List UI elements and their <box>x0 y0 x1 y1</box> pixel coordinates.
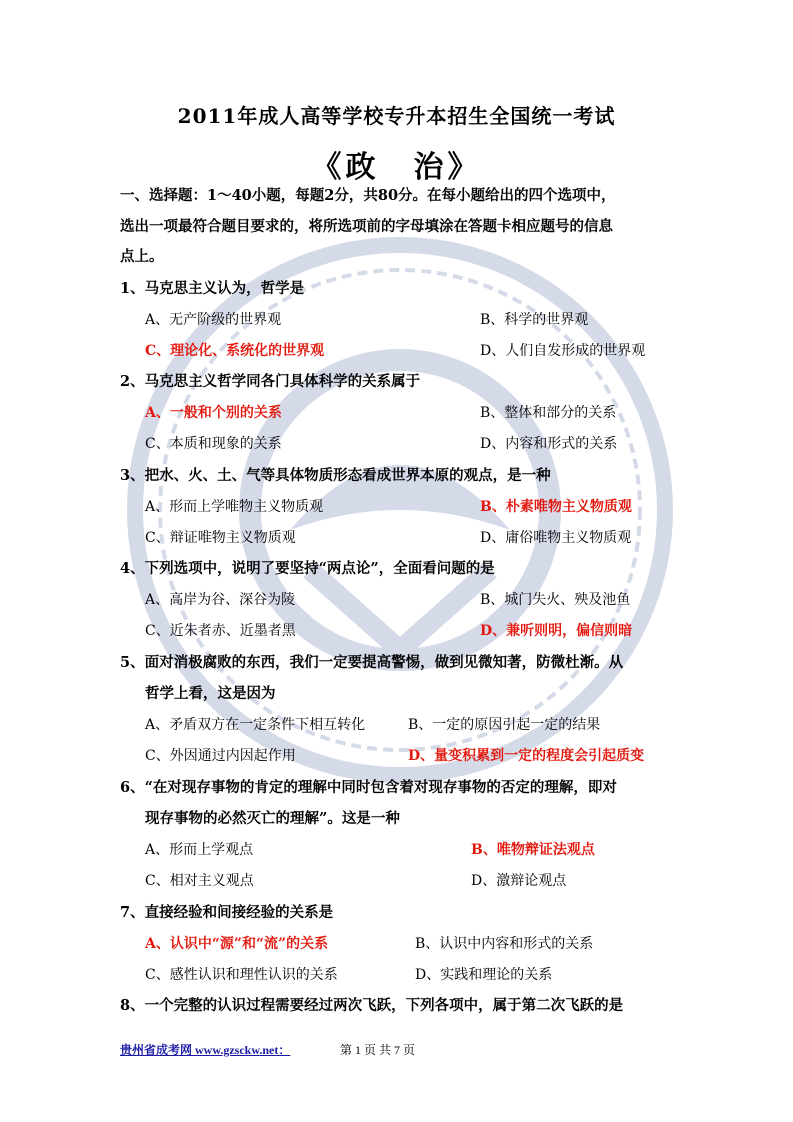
exam-title: 2011年成人高等学校专升本招生全国统一考试 <box>177 104 616 128</box>
correct-option-text: B、唯物辩证法观点 <box>471 842 595 858</box>
question-stem: 现存事物的必然灭亡的理解”。这是一种 <box>145 810 400 827</box>
footer-site-link[interactable]: 贵州省成考网 www.gzsckw.net： <box>120 1043 291 1057</box>
option-text: B、认识中内容和形式的关系 <box>415 936 594 952</box>
option-text: C、相对主义观点 <box>145 873 254 889</box>
option-text: D、庸俗唯物主义物质观 <box>480 530 632 546</box>
option-text: D、实践和理论的关系 <box>415 967 553 983</box>
section-instructions-line: 选出一项最符合题目要求的，将所选项前的字母填涂在答题卡相应题号的信息 <box>120 218 613 235</box>
option-text: A、高岸为谷、深谷为陵 <box>145 592 296 608</box>
question-stem: 哲学上看，这是因为 <box>145 685 276 702</box>
correct-option-text: D、兼听则明，偏信则暗 <box>480 623 633 639</box>
section-instructions-line: 一、选择题：1～40小题，每题2分，共80分。在每小题给出的四个选项中， <box>120 187 616 204</box>
option-text: A、无产阶级的世界观 <box>145 312 282 328</box>
correct-option-text: A、认识中“源”和“流”的关系 <box>145 936 329 952</box>
page-number: 第 1 页 共 7 页 <box>340 1043 416 1057</box>
correct-option-text: B、朴素唯物主义物质观 <box>480 499 632 515</box>
option-text: B、整体和部分的关系 <box>480 405 617 421</box>
option-text: C、辩证唯物主义物质观 <box>145 530 296 546</box>
question-stem: 5、面对消极腐败的东西，我们一定要提高警惕，做到见微知著，防微杜渐。从 <box>120 654 624 671</box>
question-stem: 2、马克思主义哲学同各门具体科学的关系属于 <box>120 373 421 390</box>
subject-title: 《政 治》 <box>311 150 482 185</box>
option-text: D、内容和形式的关系 <box>480 436 618 452</box>
option-text: B、一定的原因引起一定的结果 <box>408 717 601 733</box>
option-text: C、近朱者赤、近墨者黑 <box>145 623 296 639</box>
option-text: D、人们自发形成的世界观 <box>480 343 646 359</box>
option-text: B、城门失火、殃及池鱼 <box>480 592 631 608</box>
option-text: D、激辩论观点 <box>471 873 567 889</box>
correct-option-text: A、一般和个别的关系 <box>145 405 282 421</box>
option-text: C、外因通过内因起作用 <box>145 748 296 764</box>
option-text: A、形而上学唯物主义物质观 <box>145 499 324 515</box>
question-stem: 4、下列选项中，说明了要坚持“两点论”，全面看问题的是 <box>120 560 495 577</box>
option-text: C、本质和现象的关系 <box>145 436 282 452</box>
question-stem: 6、“在对现存事物的肯定的理解中同时包含着对现存事物的否定的理解，即对 <box>120 779 617 796</box>
option-text: C、感性认识和理性认识的关系 <box>145 967 338 983</box>
correct-option-text: D、量变积累到一定的程度会引起质变 <box>408 748 645 764</box>
question-stem: 8、一个完整的认识过程需要经过两次飞跃，下列各项中，属于第二次飞跃的是 <box>120 997 624 1014</box>
option-text: A、形而上学观点 <box>145 842 254 858</box>
section-instructions-line: 点上。 <box>120 248 164 265</box>
question-stem: 3、把水、火、土、气等具体物质形态看成世界本原的观点，是一种 <box>120 467 551 484</box>
question-stem: 7、直接经验和间接经验的关系是 <box>120 904 334 921</box>
question-stem: 1、马克思主义认为，哲学是 <box>120 280 305 297</box>
option-text: B、科学的世界观 <box>480 312 589 328</box>
option-text: A、矛盾双方在一定条件下相互转化 <box>145 717 366 733</box>
correct-option-text: C、理论化、系统化的世界观 <box>145 343 325 359</box>
